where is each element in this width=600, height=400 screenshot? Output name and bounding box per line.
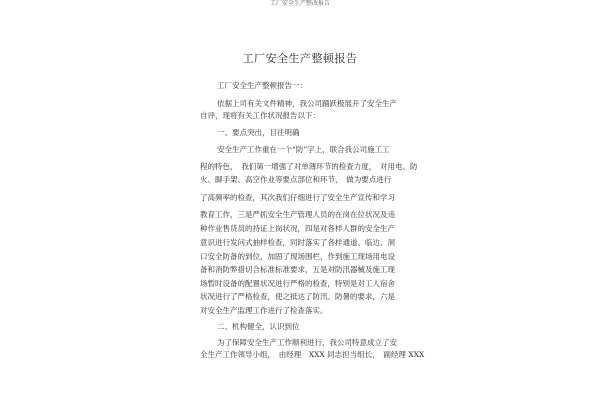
paragraph-line: 程的特色， 我们第一增强了对单薄环节的检查力度， 对用电、防 bbox=[200, 162, 418, 171]
paragraph-line: 口安全防备的到位，加固了现场围栏，作到施工现场用电设 bbox=[200, 252, 395, 261]
paragraph-line: 意识进行发问式抽样检查，同时落实了各样通道、临边、洞 bbox=[200, 238, 395, 247]
paragraph-line: 为了保障安全生产工作顺利进行，我公司特意成立了安 bbox=[217, 338, 397, 347]
paragraph-line: 火、脚手架、高空作业等要点部位和环节， 做为要点进行 bbox=[200, 175, 392, 184]
paragraph-line: 种作业售货员的持证上岗状况，四是对各样人群的安全生产 bbox=[200, 224, 395, 233]
paragraph-line: 了高频率的检查，其次我们仔细进行了安全生产宣传和学习 bbox=[200, 193, 395, 202]
running-header: 工厂安全生产整改报告 bbox=[269, 0, 330, 7]
document-title: 工厂安全生产整顿报告 bbox=[242, 52, 358, 65]
paragraph-line: 场暂时设备的配置状况进行严格的检查，特别是对工人宿舍 bbox=[200, 279, 395, 288]
paragraph-line: 全生产工作领导小组， 由经理 XXX 同志担当组长， 副经理 XXX bbox=[200, 350, 425, 359]
section-heading-1: 一、要点突出，目往明确 bbox=[217, 128, 300, 137]
paragraph-line: 状况进行了严格检查，使之抵达了防汛、防暑的要求，六是 bbox=[200, 292, 395, 301]
paragraph-line: 依据上司有关文件精神，我公司踊跃极展开了安全生产 bbox=[217, 99, 397, 108]
section-heading-2: 二、机构健全，认识到位 bbox=[217, 322, 300, 331]
report-heading-line: 工厂安全生产整顿报告一： bbox=[217, 81, 307, 90]
paragraph-line: 安全生产工作重在一个“防”字上，联合我公司施工工 bbox=[217, 145, 390, 154]
paragraph-line: 自评，现将有关工作状况报告以下： bbox=[200, 111, 320, 120]
paragraph-line: 教育工作，三是严抓安全生产管理人员的在岗在位状况及违 bbox=[200, 210, 395, 219]
paragraph-line: 对安全生产监理工作进行了检查落实。 bbox=[200, 306, 328, 315]
paragraph-line: 备和消防弊措切合标准标准要求，五是对防汛器械及施工现 bbox=[200, 265, 395, 274]
